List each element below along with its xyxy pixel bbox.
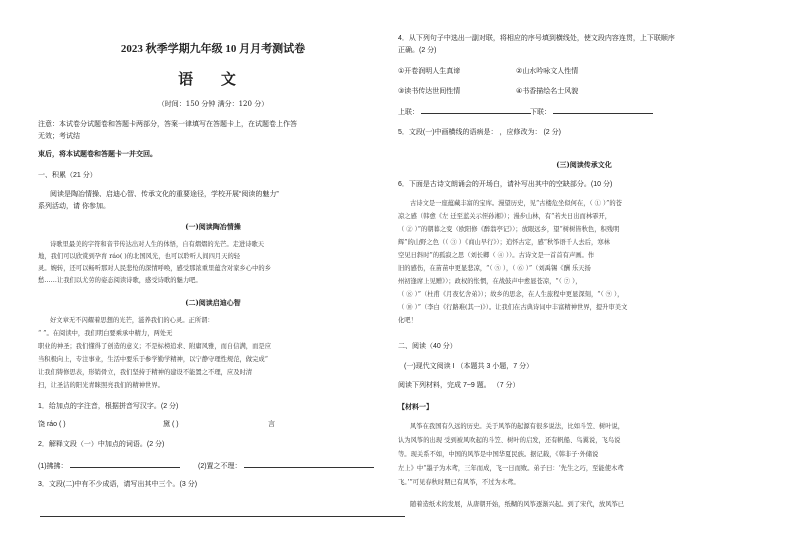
q1-answer-b[interactable]: 黛 ( ) [163, 421, 179, 428]
passage-3-line-3: （ ② ）”的朝暮之变（欧阳修《醉翁亭记》）；放眼远乡，望“树树皆秋色，积残明 [398, 226, 620, 233]
question-5: 5．文段(一)中画横线的语病是： ，应修改为： (2 分) [398, 129, 561, 136]
part-1-title: (一)阅读陶冶情操 [185, 222, 241, 231]
notice-line-1: 注意：本试卷分试题卷和答题卡两部分，答案一律填写在答题卡上，在试题卷上作答 [38, 121, 297, 128]
passage-3-line-5: 空见日斜时”的孤寂之思（刘长卿（ ④ ））。古诗文是一首首有声画。作 [398, 252, 595, 259]
part-3-title: (三)阅读传承文化 [556, 160, 612, 169]
passage-3-line-9: （ ⑩ ）”（李白《行路难(其一)》）。让我们在古典诗词中丰富精神世界，提升审美文 [398, 304, 628, 311]
exam-title: 2023 秋季学期九年级 10 月月考测试卷 [120, 43, 306, 55]
passage-3-line-1: 古诗文是一座蕴藏丰富的宝库。漫望历史，见“古楼危坐似何在，（ ① ）”的苍 [410, 200, 622, 207]
section-1-heading: 一、积累（21 分） [38, 172, 97, 179]
xialian-field[interactable] [530, 106, 653, 117]
q2-blank-a[interactable] [70, 460, 180, 468]
passage-1-line-3: 灵。婉转，还可以畅听那对人民悲怆的深情呼唤，感受那浓重里蕴含对家乡心中的乡 [38, 265, 271, 272]
q2-blank-b[interactable] [244, 460, 374, 468]
shanglian-blank[interactable] [421, 106, 531, 114]
option-4: ④书香描绘名士风貌 [516, 88, 579, 95]
passage-2-line-3: 职业的神圣；我们懂得了创造的意义；不是标榜追求、附庸风雅，而自信满，而是应 [38, 343, 271, 350]
passage-2-line-5: 让我们铸修思表，形销骨立，我们坚持于精神的建设不能置之不理，应及时清 [38, 369, 253, 376]
notice-line-3: 束后，将本试题卷和答题卡一并交回。 [38, 151, 157, 158]
q1-answer-c: 言 [268, 421, 275, 428]
material-1-line-3: 等。现关系不如，中国的风筝是中国华夏民族。据记载，《韩非子·外储说 [398, 451, 599, 458]
reading-intro: 阅读下列材料，完成 7~9 题。 （7 分） [398, 382, 520, 389]
passage-3-line-4: 辉”的山野之色（（ ③ ）《商山早行》）；追怀古定，感“秋筝语千人去后，寒林 [398, 239, 610, 246]
passage-2-line-2: “ ”。在阅读中，我们明白要乘承中精力，两处无 [38, 330, 173, 337]
shanglian-field[interactable] [398, 106, 531, 117]
passage-1-line-2: 地，我们可以欣赏到孕育 ráo( )的北国风光，也可以聆听人间四月天的轻 [38, 253, 241, 260]
passage-2-line-6: 扫，让圣洁的阳光青睐照亮我们的精神世界。 [38, 382, 164, 389]
intro-line-2: 系列活动，请 你参加。 [38, 203, 110, 210]
question-4-line-2: 正确。(2 分) [398, 47, 437, 54]
material-1-label: 【材料一】 [398, 404, 433, 411]
question-2: 2．解释文段（一）中加点的词语。(2 分) [38, 441, 165, 448]
material-1-line-2: 认为风筝的出现 受到被风吹起的斗笠、树叶的启发，还有帆船、鸟翼说，飞鸟说 [398, 437, 621, 444]
material-1-line-6: 随着造纸术的发展，从唐朝开始，纸糊的风筝逐渐兴起。到了宋代，放风筝已 [410, 501, 625, 508]
right-column [398, 0, 770, 560]
material-1-line-1: 风筝在我国有久远的历史。关于风筝的起源有很多说法，比如斗笠、树叶说， [410, 423, 625, 430]
section-2-heading: 二、阅读（40 分） [398, 343, 457, 350]
option-3: ③读书传达世间性情 [398, 88, 461, 95]
q2-answer-a[interactable] [38, 460, 180, 471]
question-3: 3．文段(二)中有不少成语，请写出其中三个。(3 分) [38, 481, 198, 488]
xialian-blank[interactable] [553, 106, 653, 114]
material-1-line-5: 飞。’”可见春秋时期已有风筝，不过为木鸢。 [398, 479, 520, 486]
subsection-1-heading: (一)现代文阅读 I （本题共 3 小题，7 分） [404, 363, 534, 370]
subject-title: 语 文 [178, 72, 248, 88]
exam-info: （时间：150 分钟 满分：120 分） [157, 100, 269, 108]
q3-answer-line[interactable] [40, 516, 405, 517]
left-column [38, 0, 388, 560]
q2-label-b: (2)置之不理： [198, 463, 242, 470]
xialian-label: 下联： [530, 109, 551, 116]
passage-3-line-8: （ ⑧ ）”（杜甫《月夜忆舍弟》）；故乡的思念，在人生旅程中更显深刻，“（ ⑨ ）， [398, 291, 624, 298]
passage-2-line-1: 好文章无不闪耀着思想的光芒，滋养我们的心灵。正所谓： [50, 317, 214, 324]
passage-2-line-4: 当积极向上，专注事业，生活中要乐于参学勤学精神，以宁静守理性规范，做完成“ [38, 356, 268, 363]
option-1: ①开卷润明人生真谛 [398, 68, 461, 75]
part-2-title: (二)阅读启迪心智 [185, 298, 241, 307]
question-4-line-1: 4．从下列句子中选出一副对联，将相应的序号填到横线处，使文段内容连贯，上下联顺序 [398, 35, 675, 42]
option-2: ②山水吟咏文人性情 [516, 68, 579, 75]
passage-3-line-7: 州初逢席上见赠》）；政权的怅惘，在战鼓声中愈显苍凉，“（ ⑦ ）， [398, 278, 582, 285]
q1-answer-a[interactable]: 饶 ráo ( ) [38, 421, 66, 428]
passage-1-line-4: 愁……让我们以尤劳的姿态阅读诗歌，感受诗歌的魅力吧。 [38, 277, 202, 284]
passage-3-line-10: 化吧！ [398, 317, 417, 324]
intro-line-1: 阅读是陶冶情操、启迪心智、传承文化的重要途径，学校开展“阅读的魅力” [50, 191, 279, 198]
question-1: 1．给加点的字注音，根据拼音写汉字。(2 分) [38, 403, 179, 410]
q2-answer-b[interactable] [198, 460, 374, 471]
q2-label-a: (1)拂拂： [38, 463, 68, 470]
question-6: 6．下面是古诗文朗诵会的开场白，请补写出其中的空缺部分。(10 分) [398, 181, 613, 188]
passage-1-line-1: 诗歌里最美的字符和音节传达出对人生的体悟，自有熠熠的光芒。走进诗歌天 [50, 241, 265, 248]
passage-3-line-6: 旧的感伤，在苗苗中更显悲凉，“（ ⑤ ），（ ⑥ ）”（刘禹锡《酬 乐天扬 [398, 265, 591, 272]
shanglian-label: 上联： [398, 109, 419, 116]
passage-3-line-2: 凉之感（韩愈《左 迁至蓝关示侄孙湘》）；漫步山林，有“若夫日出而林霏开， [398, 213, 612, 220]
material-1-line-4: 左上》中“墨子为木鸢，三年而成，飞一日而败。弟子曰：‘先生之巧，至能使木鸢 [398, 465, 624, 472]
notice-line-2: 无效；考试结 [38, 133, 80, 140]
